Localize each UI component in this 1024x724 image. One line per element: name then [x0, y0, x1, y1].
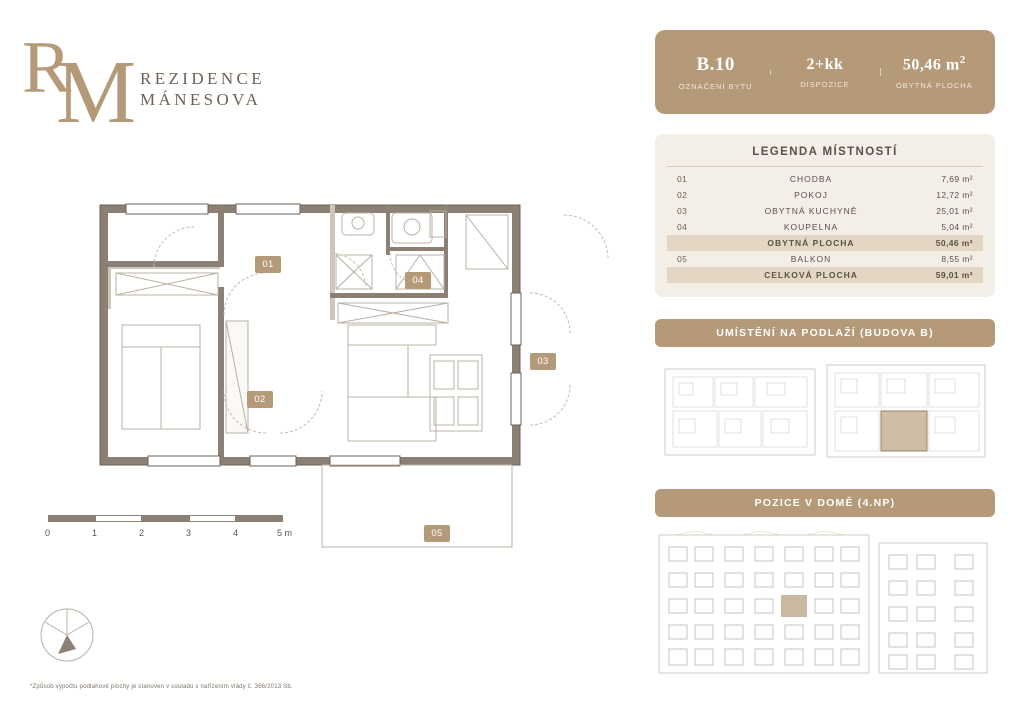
legend-area: 12,72 m²: [936, 190, 973, 200]
scale-label-2: 2: [139, 528, 145, 538]
info-column: [655, 30, 995, 679]
unit-id-value: B.10: [696, 53, 735, 75]
room-tag-04: 04: [405, 272, 431, 289]
brand-logo: [22, 30, 322, 130]
area-number: 50,46 m: [902, 56, 960, 74]
floor-location-diagram: [655, 357, 995, 467]
area-exponent: 2: [959, 54, 966, 67]
legend-row-total-living: [667, 235, 983, 251]
legend-area: 25,01 m²: [936, 206, 973, 216]
legend-area: 8,55 m²: [941, 254, 973, 264]
house-position-diagram: [655, 529, 995, 679]
brand-name: [140, 68, 265, 110]
legend-num: 02: [677, 190, 688, 200]
legend-name: POKOJ: [794, 190, 828, 200]
area-value: [880, 54, 989, 74]
area-cell: [880, 54, 989, 89]
brand-line-2: MÁNESOVA: [140, 90, 262, 109]
legend-num: 01: [677, 174, 688, 184]
legend-name: BALKON: [790, 254, 832, 264]
floor-plan: [30, 175, 630, 595]
svg-text:M: M: [56, 43, 131, 130]
scale-label-1: 1: [92, 528, 98, 538]
room-tag-01: 01: [255, 256, 281, 273]
unit-summary-badge: [655, 30, 995, 114]
legend-row: [667, 171, 983, 187]
legend-title: LEGENDA MÍSTNOSTÍ: [667, 146, 983, 167]
legend-num: 04: [677, 222, 688, 232]
legend-row: [667, 187, 983, 203]
scale-label-4: 4: [233, 528, 239, 538]
scale-label-5: 5 m: [277, 528, 293, 538]
unit-id-cell: [661, 54, 770, 91]
highlighted-apartment: [781, 595, 807, 617]
legend-area: 7,69 m²: [941, 174, 973, 184]
logo-monogram-svg: [22, 30, 137, 130]
footnote-text: *Způsob výpočtu podlahové plochy je stanoven v souladu s nařízením vlády č. 366/2013 Sb.: [30, 684, 293, 690]
legend-num: 03: [677, 206, 688, 216]
scale-bar: [45, 515, 338, 551]
scale-label-3: 3: [186, 528, 192, 538]
legend-area: 50,46 m²: [935, 238, 973, 248]
walls: [100, 205, 520, 465]
legend-row: [667, 251, 983, 267]
brand-line-1: REZIDENCE: [140, 69, 266, 88]
layout-cell: [770, 56, 879, 89]
room-tag-02: 02: [247, 391, 273, 408]
layout-label: DISPOZICE: [800, 79, 850, 89]
legend-name: KOUPELNA: [783, 222, 839, 232]
house-position-title: POZICE V DOMĚ (4.NP): [655, 489, 995, 517]
balcony: [322, 465, 512, 547]
floor-location-title: UMÍSTĚNÍ NA PODLAŽÍ (BUDOVA B): [655, 319, 995, 347]
highlighted-unit: [881, 411, 927, 451]
room-tag-03: 03: [530, 353, 556, 370]
windows: [126, 204, 521, 466]
room-legend-panel: [655, 134, 995, 297]
legend-row: [667, 219, 983, 235]
legend-name: OBYTNÁ PLOCHA: [767, 238, 855, 248]
svg-text:R: R: [22, 30, 66, 109]
furniture: [116, 211, 508, 441]
room-tag-05: 05: [424, 525, 450, 542]
legend-row-total-area: [667, 267, 983, 283]
logo-monogram: [22, 30, 137, 145]
legend-row: [667, 203, 983, 219]
legend-name: OBYTNÁ KUCHYNĚ: [764, 206, 858, 216]
legend-name: CELKOVÁ PLOCHA: [764, 270, 858, 280]
scale-label-0: 0: [45, 528, 51, 538]
legend-name: CHODBA: [789, 174, 833, 184]
area-label: OBYTNÁ PLOCHA: [895, 80, 973, 90]
layout-value: 2+kk: [806, 55, 844, 73]
legend-area: 5,04 m²: [941, 222, 973, 232]
legend-num: 05: [677, 254, 688, 264]
legend-area: 59,01 m²: [935, 270, 973, 280]
compass-icon: [32, 600, 102, 670]
unit-id-label: OZNAČENÍ BYTU: [678, 81, 753, 91]
